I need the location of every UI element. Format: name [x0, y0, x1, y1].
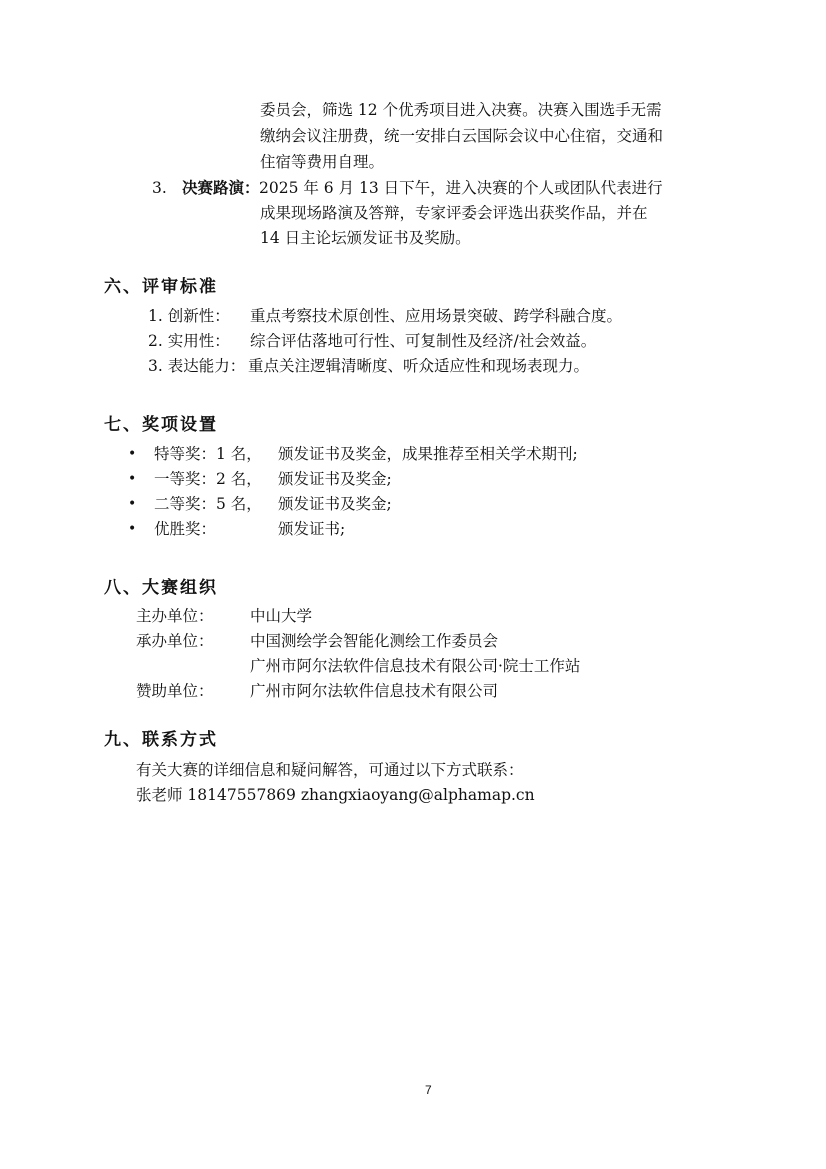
bullet-icon: • [128, 496, 137, 512]
final-stage-number: 3. [152, 179, 167, 197]
sponsor-value: 广州市阿尔法软件信息技术有限公司 [250, 682, 499, 700]
final-stage-label: 决赛路演： [182, 178, 260, 197]
contact-intro: 有关大赛的详细信息和疑问解答，可通过以下方式联系： [136, 761, 524, 779]
final-stage-line-2: 成果现场路演及答辩，专家评委会评选出获奖作品，并在 [260, 204, 648, 222]
final-stage-line-3: 14 日主论坛颁发证书及奖励。 [260, 229, 471, 247]
organizer-value-1: 中国测绘学会智能化测绘工作委员会 [250, 632, 499, 650]
host-value: 中山大学 [250, 607, 313, 625]
section-title-contact: 九、联系方式 [104, 730, 218, 750]
page-number: 7 [425, 1083, 432, 1097]
award-text-1: 颁发证书及奖金，成果推荐至相关学术期刊; [278, 445, 578, 463]
criteria-label-2: 2. 实用性： [148, 332, 230, 350]
continuation-line-1: 委员会，筛选 12 个优秀项目进入决赛。决赛入围选手无需 [260, 101, 662, 119]
award-name-2: 一等奖：2 名， [154, 470, 262, 488]
award-text-4: 颁发证书; [278, 520, 346, 538]
bullet-icon: • [128, 471, 137, 487]
award-name-4: 优胜奖： [154, 520, 217, 538]
host-label: 主办单位： [136, 607, 214, 625]
award-text-3: 颁发证书及奖金; [278, 495, 392, 513]
organizer-label: 承办单位： [136, 632, 214, 650]
organizer-value-2: 广州市阿尔法软件信息技术有限公司·院士工作站 [250, 657, 581, 675]
bullet-icon: • [128, 521, 137, 537]
section-title-awards: 七、奖项设置 [104, 415, 218, 435]
award-text-2: 颁发证书及奖金; [278, 470, 392, 488]
award-name-3: 二等奖：5 名， [154, 495, 262, 513]
continuation-line-2: 缴纳会议注册费，统一安排白云国际会议中心住宿，交通和 [260, 127, 664, 145]
bullet-icon: • [128, 446, 137, 462]
criteria-text-1: 重点考察技术原创性、应用场景突破、跨学科融合度。 [250, 307, 623, 325]
criteria-label-3: 3. 表达能力： [148, 357, 246, 375]
continuation-line-3: 住宿等费用自理。 [260, 153, 385, 171]
contact-details: 张老师 18147557869 zhangxiaoyang@alphamap.cn [136, 786, 535, 804]
criteria-label-1: 1. 创新性： [148, 307, 230, 325]
criteria-text-3: 重点关注逻辑清晰度、听众适应性和现场表现力。 [248, 357, 590, 375]
award-name-1: 特等奖：1 名， [154, 445, 262, 463]
section-title-organization: 八、大赛组织 [104, 578, 218, 598]
final-stage-line-1: 2025 年 6 月 13 日下午，进入决赛的个人或团队代表进行 [259, 179, 663, 197]
section-title-criteria: 六、评审标准 [104, 277, 218, 297]
sponsor-label: 赞助单位： [136, 682, 214, 700]
criteria-text-2: 综合评估落地可行性、可复制性及经济/社会效益。 [250, 332, 597, 350]
